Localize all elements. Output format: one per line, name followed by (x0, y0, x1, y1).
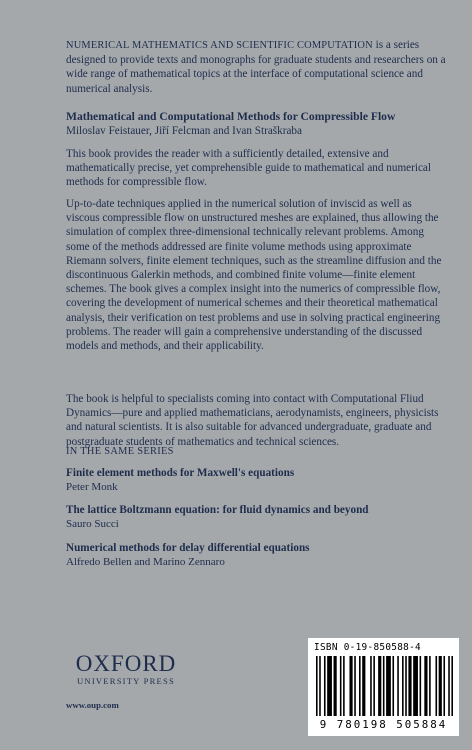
featured-book-title: Mathematical and Computational Methods for Compressible Flow (66, 110, 396, 123)
series-book (66, 503, 446, 531)
same-series-heading: IN THE SAME SERIES (66, 446, 174, 457)
description-paragraph: This book provides the reader with a sufficiently detailed, extensive and mathematically precise, yet comprehensible guide to mathematical and numerical methods for compressible flow. (66, 148, 432, 189)
publisher-url: www.oup.com (66, 700, 119, 710)
featured-book-authors: Miloslav Feistauer, Jiří Felcman and Ivan Straškraba (66, 125, 302, 137)
series-book (66, 541, 446, 569)
series-book-author: Sauro Succi (66, 518, 119, 530)
series-book-title: The lattice Boltzmann equation: for fluid dynamics and beyond (66, 504, 369, 516)
series-name: NUMERICAL MATHEMATICS AND SCIENTIFIC COMPUTATION (66, 40, 373, 51)
description-paragraph: Up-to-date techniques applied in the numerical solution of inviscid as well as viscous compressible flow on unstructured meshes are explained, thus allowing the simulation of complex three-dimensional technically relevant problems. Among some of the methods addressed are finite volume methods using approximate Riemann solvers, finite element techniques, such as the streamline diffusion and the discontinuous Galerkin methods, and combined finite volume—finite element schemes. The book gives a complex insight into the numerics of compressible flow, covering the development of numerical schemes and their theoretical mathematical analysis, their verification on test problems and use in solving practical engineering problems. The reader will gain a comprehensive understanding of the discussed models and methods, and their applicability. (66, 198, 442, 353)
series-book-title: Numerical methods for delay differential equations (66, 542, 310, 554)
barcode-number: 9 780198 505884 (319, 718, 448, 731)
publisher-logo (66, 652, 186, 687)
isbn-label: ISBN 0-19-850588-4 (314, 642, 421, 653)
description-paragraph: The book is helpful to specialists coming into contact with Computational Fliud Dynamics—pure and applied mathematicians, aerodynamists, engineers, physicists and natural scientists. It is also suitable for advanced undergraduate, graduate and postgraduate students of mathematics and technical sciences. (66, 393, 439, 448)
barcode-bars (316, 656, 453, 716)
series-book-author: Peter Monk (66, 481, 118, 493)
series-book (66, 466, 446, 494)
series-description (66, 38, 446, 96)
publisher-subtitle: UNIVERSITY PRESS (77, 676, 175, 686)
publisher-name: OXFORD (75, 651, 177, 676)
isbn-barcode (308, 638, 459, 736)
series-book-author: Alfredo Bellen and Marino Zennaro (66, 556, 225, 568)
series-book-title: Finite element methods for Maxwell's equations (66, 467, 295, 479)
series-description-text: is a series designed to provide texts and monographs for graduate students and researchers on a wide range of mathematical topics at the interface of computational science and numerical analysis. (66, 39, 446, 95)
